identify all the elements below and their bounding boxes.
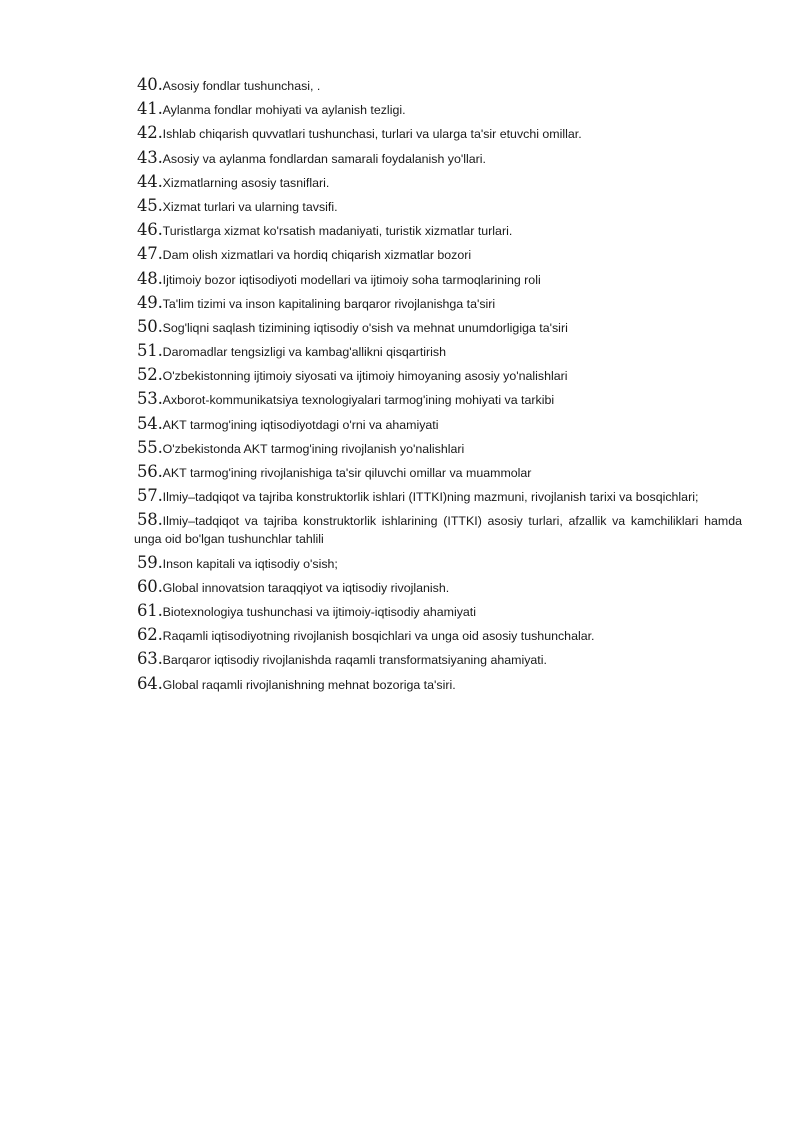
question-text: Ijtimoiy bozor iqtisodiyoti modellari va ijtimoiy soha tarmoqlarining roli [162,272,541,287]
question-number: 58. [137,510,163,530]
question-item [134,463,742,482]
question-item [134,366,742,385]
question-item [134,318,742,337]
question-item [134,294,742,313]
question-text: Ilmiy–tadqiqot va tajriba konstruktorlik ishlari (ITTKI)ning mazmuni, rivojlanish tarixi va bosqichlari; [162,490,699,505]
question-number: 62. [137,625,163,645]
question-number: 42. [137,123,163,143]
question-number: 61. [137,600,163,620]
question-text: Asosiy va aylanma fondlardan samarali foydalanish yo'llari. [162,151,486,166]
question-number: 55. [137,437,163,457]
question-item [134,415,742,434]
question-item [134,342,742,361]
question-number: 51. [137,341,163,361]
question-item [134,270,742,289]
question-text: Inson kapitali va iqtisodiy o'sish; [162,556,338,571]
question-text: Ilmiy–tadqiqot va tajriba konstruktorlik ishlarining (ITTKI) asosiy turlari, afzallik va kamchiliklari hamda unga oid bo'lgan tushunchlar tahlili [134,514,742,547]
question-list [134,76,742,694]
question-text: Ta'lim tizimi va inson kapitalining barqaror rivojlanishga ta'siri [162,296,496,311]
question-text: Daromadlar tengsizligi va kambag'allikni qisqartirish [162,345,446,360]
question-item [134,221,742,240]
question-item [134,173,742,192]
question-item [134,650,742,669]
question-item [134,439,742,458]
question-number: 44. [137,171,163,191]
question-text: Global raqamli rivojlanishning mehnat bozoriga ta'siri. [162,677,456,692]
question-number: 40. [137,75,163,94]
question-item [134,626,742,645]
question-number: 57. [137,486,163,506]
question-text: Xizmat turlari va ularning tavsifi. [162,199,338,214]
question-item [134,100,742,119]
question-text: Xizmatlarning asosiy tasniflari. [162,175,330,190]
question-number: 41. [137,99,163,119]
question-item [134,511,742,548]
question-number: 45. [137,195,163,215]
question-text: AKT tarmog'ining iqtisodiyotdagi o'rni va ahamiyati [162,417,439,432]
question-item [134,675,742,694]
question-number: 64. [137,673,163,693]
question-text: Biotexnologiya tushunchasi va ijtimoiy-iqtisodiy ahamiyati [162,604,477,619]
question-number: 46. [137,220,163,240]
question-text: O'zbekistonda AKT tarmog'ining rivojlanish yo'nalishlari [162,441,465,456]
question-text: Axborot-kommunikatsiya texnologiyalari tarmog'ining mohiyati va tarkibi [162,393,555,408]
question-number: 54. [137,413,163,433]
question-item [134,602,742,621]
question-text: Global innovatsion taraqqiyot va iqtisodiy rivojlanish. [162,580,450,595]
question-text: Dam olish xizmatlari va hordiq chiqarish xizmatlar bozori [162,248,472,263]
question-number: 49. [137,292,163,312]
question-item [134,390,742,409]
question-item [134,76,742,95]
question-item [134,149,742,168]
question-text: Sog'liqni saqlash tizimining iqtisodiy o'sish va mehnat unumdorligiga ta'siri [162,320,568,335]
question-number: 59. [137,552,163,572]
question-text: Barqaror iqtisodiy rivojlanishda raqamli transformatsiyaning ahamiyati. [162,653,547,668]
question-text: Ishlab chiqarish quvvatlari tushunchasi, turlari va ularga ta'sir etuvchi omillar. [162,127,582,142]
question-text: Turistlarga xizmat ko'rsatish madaniyati, turistik xizmatlar turlari. [162,224,513,239]
question-text: Raqamli iqtisodiyotning rivojlanish bosqichlari va unga oid asosiy tushunchalar. [162,629,595,644]
question-number: 53. [137,389,163,409]
question-item [134,245,742,264]
question-item [134,197,742,216]
question-text: Asosiy fondlar tushunchasi, . [162,79,321,93]
question-number: 52. [137,365,163,385]
question-item [134,124,742,143]
question-item [134,554,742,573]
question-number: 56. [137,462,163,481]
question-number: 48. [137,268,163,288]
question-item [134,578,742,597]
question-number: 50. [137,316,163,336]
question-item [134,487,742,506]
question-number: 63. [137,649,163,669]
question-text: Aylanma fondlar mohiyati va aylanish tezligi. [162,103,406,118]
question-number: 43. [137,147,163,167]
question-number: 47. [137,244,163,264]
question-number: 60. [137,576,163,596]
question-text: O'zbekistonning ijtimoiy siyosati va ijtimoiy himoyaning asosiy yo'nalishlari [162,369,568,384]
question-text: AKT tarmog'ining rivojlanishiga ta'sir qiluvchi omillar va muammolar [162,466,532,480]
